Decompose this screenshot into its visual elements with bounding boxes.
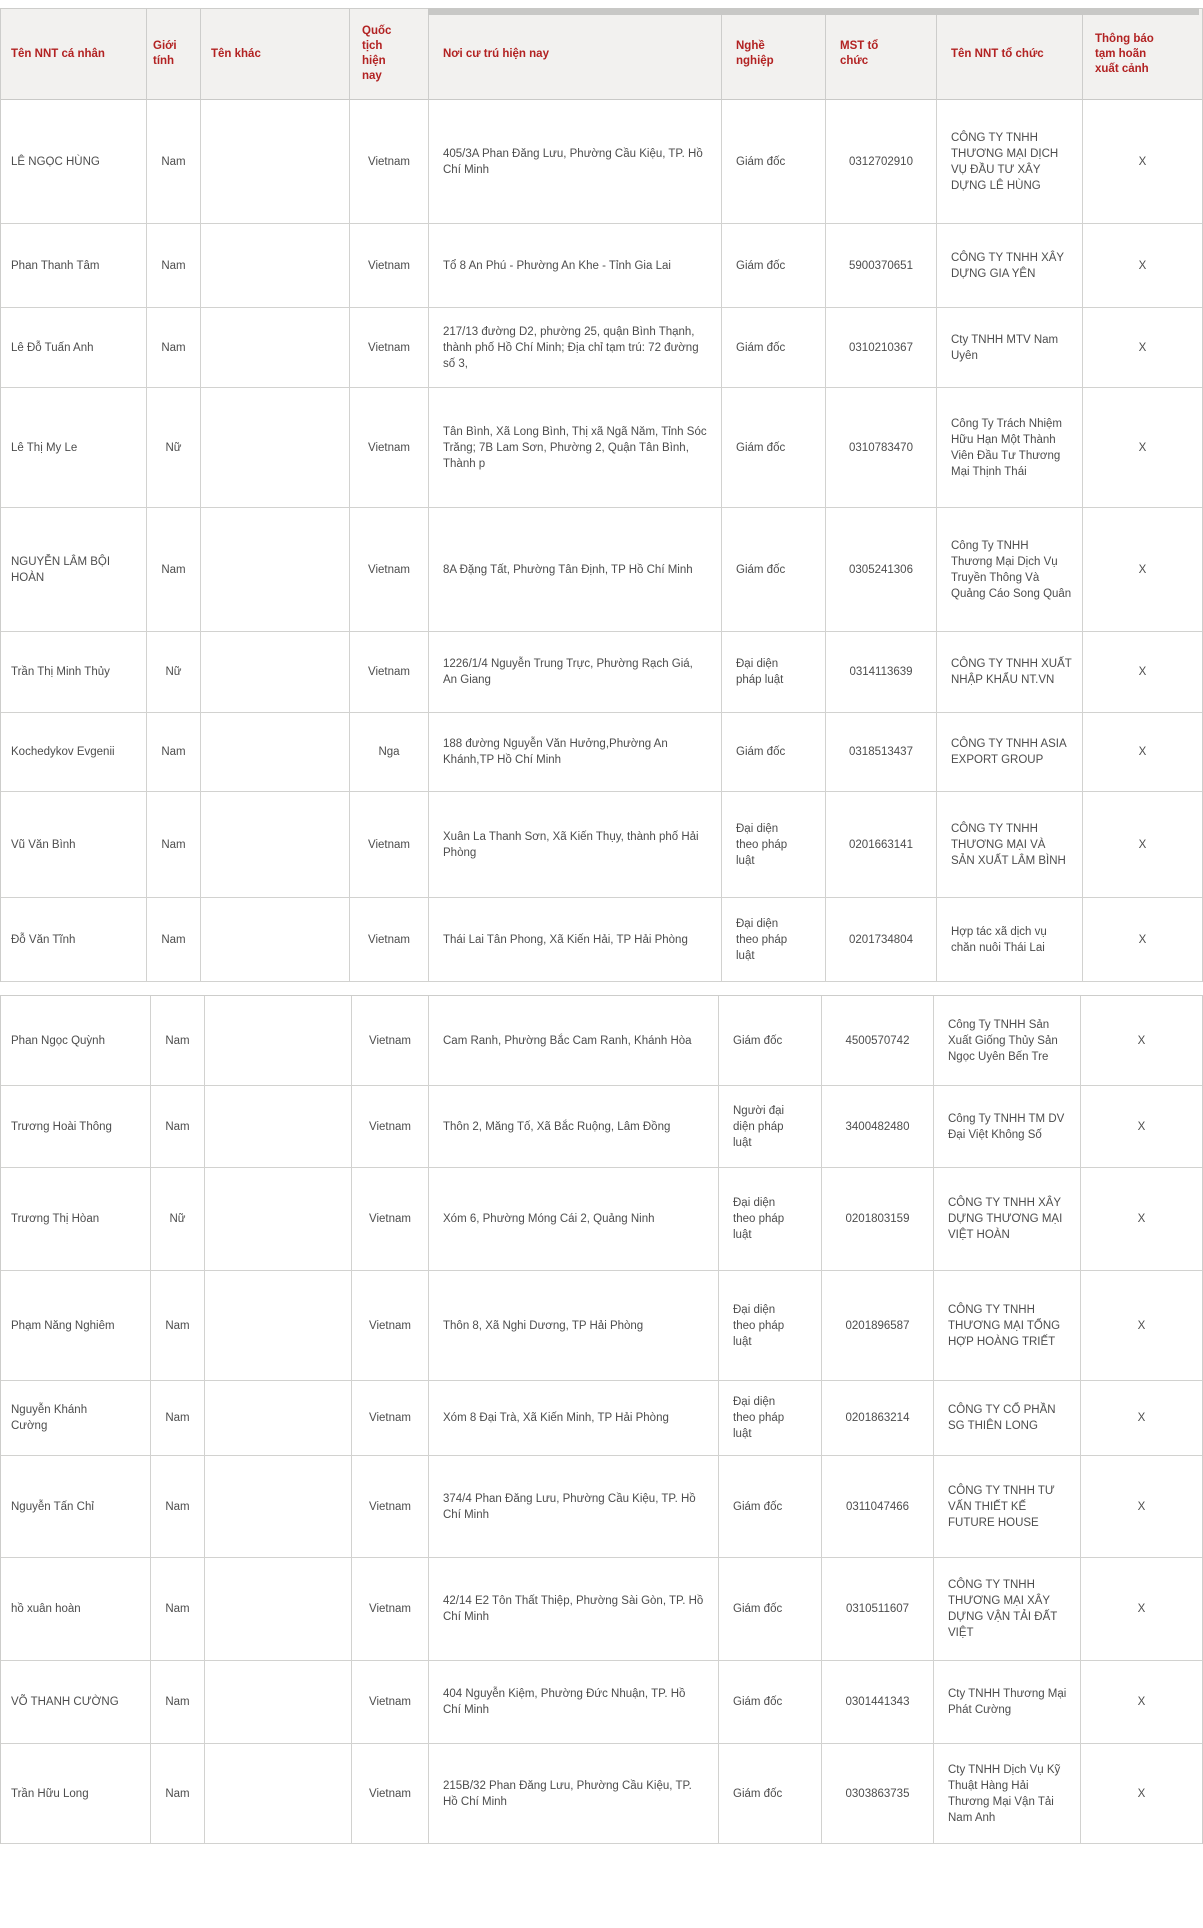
cell-other-name	[201, 388, 350, 507]
cell-org-tax-code: 4500570742	[822, 996, 934, 1085]
cell-individual-name: Phan Ngọc Quỳnh	[1, 996, 151, 1085]
cell-other-name	[201, 898, 350, 981]
cell-org-name: CÔNG TY TNHH XÂY DỰNG THƯƠNG MẠI VIỆT HOÀN	[934, 1168, 1081, 1270]
cell-occupation: Đại diện theo pháp luật	[722, 792, 826, 897]
cell-exit-suspension-mark: X	[1137, 1213, 1146, 1225]
table-row	[1, 1744, 1202, 1844]
cell-org-tax-code: 0301441343	[822, 1661, 934, 1743]
cell-other-name	[205, 1086, 352, 1167]
cell-org-name: CÔNG TY TNHH THƯƠNG MẠI VÀ SẢN XUẤT LÂM BÌNH	[937, 792, 1083, 897]
table-row	[1, 224, 1202, 308]
cell-exit-suspension-mark: X	[1138, 155, 1147, 168]
cell-occupation: Giám đốc	[722, 388, 826, 507]
cell-nationality: Vietnam	[352, 1168, 429, 1270]
cell-gender: Nam	[151, 996, 205, 1085]
cell-residence: Thái Lai Tân Phong, Xã Kiến Hải, TP Hải Phòng	[429, 898, 722, 981]
cell-nationality: Vietnam	[350, 308, 429, 387]
cell-occupation: Giám đốc	[722, 508, 826, 631]
cell-nationality: Vietnam	[352, 1558, 429, 1660]
cell-org-name: CÔNG TY TNHH THƯƠNG MẠI DỊCH VỤ ĐẦU TƯ XÂY DỰNG LÊ HÙNG	[937, 100, 1083, 223]
cell-org-name: CÔNG TY TNHH ASIA EXPORT GROUP	[937, 713, 1083, 791]
cell-org-tax-code: 0201896587	[822, 1271, 934, 1380]
cell-org-name: Công Ty TNHH Sản Xuất Giống Thủy Sản Ngọc Uyên Bến Tre	[934, 996, 1081, 1085]
cell-nationality: Vietnam	[350, 508, 429, 631]
cell-occupation: Giám đốc	[719, 1558, 822, 1660]
cell-org-tax-code: 0201734804	[826, 898, 937, 981]
cell-gender: Nam	[151, 1271, 205, 1380]
cell-residence: Xóm 8 Đại Trà, Xã Kiến Minh, TP Hải Phòng	[429, 1381, 719, 1455]
cell-residence: Tổ 8 An Phú - Phường An Khe - Tỉnh Gia Lai	[429, 224, 722, 307]
cell-org-tax-code: 0303863735	[822, 1744, 934, 1843]
cell-residence: 1226/1/4 Nguyễn Trung Trực, Phường Rạch Giá, An Giang	[429, 632, 722, 712]
cell-other-name	[205, 1661, 352, 1743]
table-row	[1, 1086, 1202, 1168]
header-gender: Giới tính	[147, 9, 201, 100]
cell-nationality: Vietnam	[352, 1456, 429, 1557]
cell-individual-name: LÊ NGỌC HÙNG	[1, 100, 147, 223]
cell-exit-suspension-mark: X	[1137, 1696, 1146, 1708]
section-divider-gap	[0, 982, 1203, 995]
cell-org-name: Công Ty TNHH Thương Mại Dịch Vụ Truyền Thông Và Quảng Cáo Song Quân	[937, 508, 1083, 631]
cell-residence: 42/14 E2 Tôn Thất Thiệp, Phường Sài Gòn, TP. Hồ Chí Minh	[429, 1558, 719, 1660]
cell-individual-name: Vũ Văn Bình	[1, 792, 147, 897]
cell-exit-suspension-mark: X	[1137, 1120, 1146, 1133]
cell-residence: Xóm 6, Phường Móng Cái 2, Quảng Ninh	[429, 1168, 719, 1270]
cell-individual-name: Trương Hoài Thông	[1, 1086, 151, 1167]
cell-org-name: Công Ty TNHH TM DV Đại Việt Không Số	[934, 1086, 1081, 1167]
cell-org-tax-code: 0201863214	[822, 1381, 934, 1455]
cell-individual-name: Trương Thị Hòan	[1, 1168, 151, 1270]
cell-org-name: CÔNG TY TNHH THƯƠNG MẠI TỔNG HỢP HOÀNG TRIẾT	[934, 1271, 1081, 1380]
cell-gender: Nữ	[151, 1168, 205, 1270]
cell-gender: Nam	[151, 1558, 205, 1660]
cell-org-name: CÔNG TY TNHH TƯ VẤN THIẾT KẾ FUTURE HOUSE	[934, 1456, 1081, 1557]
cell-individual-name: Đỗ Văn Tĩnh	[1, 898, 147, 981]
cell-other-name	[205, 1558, 352, 1660]
cell-residence: 8A Đặng Tất, Phường Tân Định, TP Hồ Chí Minh	[429, 508, 722, 631]
cell-nationality: Vietnam	[350, 100, 429, 223]
cell-exit-suspension-mark: X	[1138, 838, 1147, 851]
cell-individual-name: hồ xuân hoàn	[1, 1558, 151, 1660]
cell-residence: Xuân La Thanh Sơn, Xã Kiến Thụy, thành phố Hải Phòng	[429, 792, 722, 897]
cell-individual-name: Trần Thị Minh Thủy	[1, 632, 147, 712]
table-row	[1, 100, 1202, 224]
cell-exit-suspension-mark: X	[1138, 666, 1147, 678]
cell-residence: 188 đường Nguyễn Văn Hưởng,Phường An Khánh,TP Hồ Chí Minh	[429, 713, 722, 791]
cell-occupation: Đại diện pháp luật	[722, 632, 826, 712]
taxpayer-exit-suspension-page	[0, 8, 1203, 1928]
cell-occupation: Giám đốc	[719, 1661, 822, 1743]
cell-individual-name: NGUYỄN LÂM BỘI HOÀN	[1, 508, 147, 631]
cell-org-name: CÔNG TY TNHH XUẤT NHẬP KHẨU NT.VN	[937, 632, 1083, 712]
cell-individual-name: Lê Thị My Le	[1, 388, 147, 507]
cell-other-name	[205, 1168, 352, 1270]
cell-exit-suspension-mark: X	[1138, 441, 1147, 454]
table-row	[1, 1271, 1202, 1381]
cell-gender: Nam	[147, 100, 201, 223]
cell-org-name: Công Ty Trách Nhiệm Hữu Hạn Một Thành Viên Đầu Tư Thương Mại Thịnh Thái	[937, 388, 1083, 507]
table-row	[1, 632, 1202, 713]
cell-occupation: Đại diện theo pháp luật	[719, 1271, 822, 1380]
cell-exit-suspension-mark: X	[1138, 933, 1147, 946]
cell-gender: Nam	[147, 792, 201, 897]
cell-occupation: Giám đốc	[722, 713, 826, 791]
cell-org-name: CÔNG TY TNHH XÂY DỰNG GIA YÊN	[937, 224, 1083, 307]
table-header-row	[1, 9, 1202, 100]
cell-org-name: Cty TNHH Dịch Vụ Kỹ Thuật Hàng Hải Thương Mại Vận Tải Nam Anh	[934, 1744, 1081, 1843]
cell-nationality: Vietnam	[350, 792, 429, 897]
cell-exit-suspension-mark: X	[1138, 563, 1147, 576]
cell-individual-name: Phạm Năng Nghiêm	[1, 1271, 151, 1380]
cell-nationality: Vietnam	[350, 632, 429, 712]
cell-individual-name: Kochedykov Evgenii	[1, 713, 147, 791]
cell-exit-suspension-mark: X	[1138, 259, 1147, 272]
cell-individual-name: Lê Đỗ Tuấn Anh	[1, 308, 147, 387]
cell-gender: Nam	[151, 1086, 205, 1167]
cell-nationality: Vietnam	[350, 388, 429, 507]
cell-occupation: Giám đốc	[719, 1456, 822, 1557]
cell-nationality: Vietnam	[350, 224, 429, 307]
cell-org-tax-code: 5900370651	[826, 224, 937, 307]
cell-occupation: Đại diện theo pháp luật	[719, 1381, 822, 1455]
cell-gender: Nữ	[147, 388, 201, 507]
cell-other-name	[205, 1381, 352, 1455]
header-org-name: Tên NNT tổ chức	[937, 9, 1083, 100]
cell-nationality: Vietnam	[352, 1271, 429, 1380]
cell-occupation: Giám đốc	[722, 308, 826, 387]
cell-org-name: CÔNG TY CỔ PHẦN SG THIÊN LONG	[934, 1381, 1081, 1455]
table-body-section-2	[1, 996, 1202, 1844]
cell-individual-name: Nguyễn Tấn Chỉ	[1, 1456, 151, 1557]
cell-org-tax-code: 0318513437	[826, 713, 937, 791]
cell-other-name	[205, 1456, 352, 1557]
table-row	[1, 1558, 1202, 1661]
cell-occupation: Giám đốc	[719, 1744, 822, 1843]
cell-occupation: Giám đốc	[722, 224, 826, 307]
cell-org-tax-code: 0314113639	[826, 632, 937, 712]
cell-other-name	[205, 1744, 352, 1843]
taxpayer-table-section-2	[0, 995, 1203, 1844]
cell-exit-suspension-mark: X	[1137, 1319, 1146, 1332]
cell-occupation: Người đại diện pháp luật	[719, 1086, 822, 1167]
cell-gender: Nam	[147, 713, 201, 791]
cell-org-name: CÔNG TY TNHH THƯƠNG MẠI XÂY DỰNG VẬN TẢI ĐẤT VIỆT	[934, 1558, 1081, 1660]
cell-other-name	[201, 100, 350, 223]
table-row	[1, 508, 1202, 632]
cell-other-name	[201, 792, 350, 897]
cell-other-name	[201, 632, 350, 712]
table-row	[1, 1456, 1202, 1558]
cell-nationality: Vietnam	[350, 898, 429, 981]
cell-residence: Tân Bình, Xã Long Bình, Thị xã Ngã Năm, Tỉnh Sóc Trăng; 7B Lam Sơn, Phường 2, Quận Tân Bình, Thành p	[429, 388, 722, 507]
cell-individual-name: Nguyễn Khánh Cường	[1, 1381, 151, 1455]
cell-residence: Thôn 8, Xã Nghi Dương, TP Hải Phòng	[429, 1271, 719, 1380]
header-residence: Nơi cư trú hiện nay	[429, 9, 722, 100]
cell-other-name	[201, 308, 350, 387]
cell-individual-name: Trần Hữu Long	[1, 1744, 151, 1843]
cell-occupation: Đại diện theo pháp luật	[722, 898, 826, 981]
cell-org-tax-code: 3400482480	[822, 1086, 934, 1167]
cell-other-name	[201, 713, 350, 791]
cell-exit-suspension-mark: X	[1137, 1034, 1146, 1047]
cell-exit-suspension-mark: X	[1137, 1500, 1146, 1513]
cell-org-name: Cty TNHH MTV Nam Uyên	[937, 308, 1083, 387]
table-row	[1, 898, 1202, 982]
table-row	[1, 1168, 1202, 1271]
cell-exit-suspension-mark: X	[1137, 1412, 1146, 1424]
cell-residence: Cam Ranh, Phường Bắc Cam Ranh, Khánh Hòa	[429, 996, 719, 1085]
cell-gender: Nam	[147, 898, 201, 981]
cell-residence: 405/3A Phan Đăng Lưu, Phường Cầu Kiệu, TP. Hồ Chí Minh	[429, 100, 722, 223]
taxpayer-table-section-1	[0, 8, 1203, 982]
cell-exit-suspension-mark: X	[1137, 1787, 1146, 1800]
cell-org-tax-code: 0305241306	[826, 508, 937, 631]
cell-other-name	[201, 224, 350, 307]
cell-exit-suspension-mark: X	[1137, 1603, 1146, 1615]
cell-gender: Nam	[147, 508, 201, 631]
table-row	[1, 713, 1202, 792]
cell-other-name	[205, 996, 352, 1085]
cell-individual-name: Phan Thanh Tâm	[1, 224, 147, 307]
cell-org-tax-code: 0201803159	[822, 1168, 934, 1270]
cell-other-name	[205, 1271, 352, 1380]
cell-nationality: Vietnam	[352, 1086, 429, 1167]
table-row	[1, 388, 1202, 508]
cell-residence: 374/4 Phan Đăng Lưu, Phường Cầu Kiệu, TP. Hồ Chí Minh	[429, 1456, 719, 1557]
cell-occupation: Giám đốc	[719, 996, 822, 1085]
cell-residence: Thôn 2, Măng Tố, Xã Bắc Ruộng, Lâm Đồng	[429, 1086, 719, 1167]
cell-gender: Nam	[151, 1381, 205, 1455]
cell-gender: Nam	[151, 1744, 205, 1843]
cell-org-tax-code: 0310511607	[822, 1558, 934, 1660]
table-row	[1, 996, 1202, 1086]
cell-nationality: Nga	[350, 713, 429, 791]
cell-org-name: Hợp tác xã dịch vụ chăn nuôi Thái Lai	[937, 898, 1083, 981]
header-nationality: Quốc tịch hiện nay	[350, 9, 429, 100]
cell-gender: Nam	[151, 1661, 205, 1743]
table-body-section-1	[1, 100, 1202, 982]
cell-org-tax-code: 0201663141	[826, 792, 937, 897]
cell-nationality: Vietnam	[352, 996, 429, 1085]
header-other-name: Tên khác	[201, 9, 350, 100]
table-row	[1, 792, 1202, 898]
cell-org-tax-code: 0310783470	[826, 388, 937, 507]
header-individual-name: Tên NNT cá nhân	[1, 9, 147, 100]
cell-residence: 404 Nguyễn Kiệm, Phường Đức Nhuận, TP. Hồ Chí Minh	[429, 1661, 719, 1743]
cell-gender: Nam	[147, 308, 201, 387]
cell-gender: Nam	[147, 224, 201, 307]
cell-exit-suspension-mark: X	[1138, 341, 1147, 354]
cell-individual-name: VÕ THANH CƯỜNG	[1, 1661, 151, 1743]
cell-residence: 215B/32 Phan Đăng Lưu, Phường Cầu Kiệu, TP. Hồ Chí Minh	[429, 1744, 719, 1843]
cell-org-tax-code: 0310210367	[826, 308, 937, 387]
cell-exit-suspension-mark: X	[1138, 746, 1147, 758]
cell-org-tax-code: 0312702910	[826, 100, 937, 223]
cell-nationality: Vietnam	[352, 1381, 429, 1455]
table-row	[1, 308, 1202, 388]
cell-org-name: Cty TNHH Thương Mại Phát Cường	[934, 1661, 1081, 1743]
cell-other-name	[201, 508, 350, 631]
cell-org-tax-code: 0311047466	[822, 1456, 934, 1557]
header-exit-suspension: Thông báo tạm hoãn xuất cảnh	[1083, 9, 1202, 100]
cell-gender: Nữ	[147, 632, 201, 712]
cell-gender: Nam	[151, 1456, 205, 1557]
nested-table-top-strip	[428, 8, 1199, 15]
cell-occupation: Giám đốc	[722, 100, 826, 223]
table-row	[1, 1661, 1202, 1744]
header-occupation: Nghề nghiệp	[722, 9, 826, 100]
cell-residence: 217/13 đường D2, phường 25, quận Bình Thạnh, thành phố Hồ Chí Minh; Địa chỉ tạm trú: 72 đường số 3,	[429, 308, 722, 387]
table-row	[1, 1381, 1202, 1456]
cell-nationality: Vietnam	[352, 1744, 429, 1843]
cell-nationality: Vietnam	[352, 1661, 429, 1743]
header-org-tax-code: MST tổ chức	[826, 9, 937, 100]
cell-occupation: Đại diện theo pháp luật	[719, 1168, 822, 1270]
